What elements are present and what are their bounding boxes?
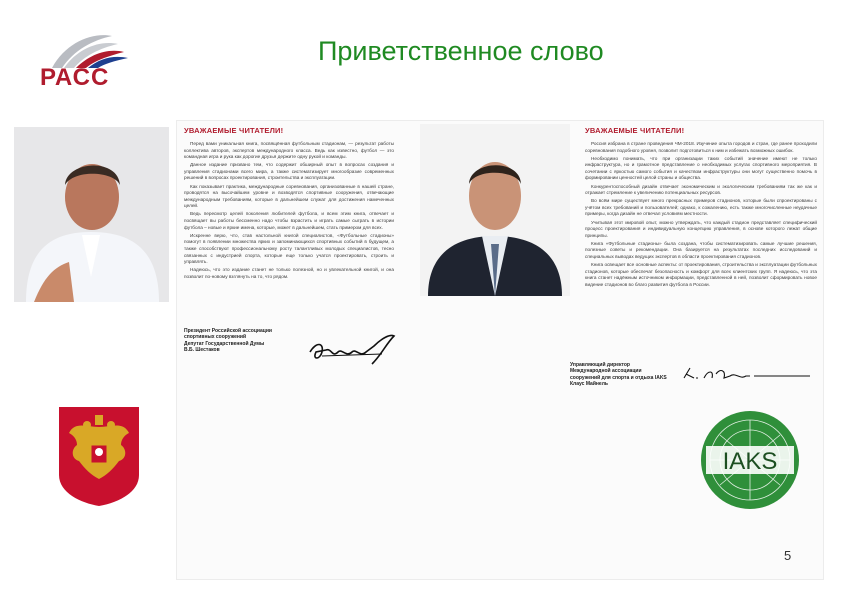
left-sig-line: Депутат Государственной Думы — [184, 340, 265, 347]
right-sig-line: сооружений для спорта и отдыха IAKS — [570, 374, 667, 381]
left-sig-line: В.Б. Шестаков — [184, 347, 220, 354]
iaks-logo-text: IAKS — [722, 448, 778, 475]
right-article — [585, 126, 817, 290]
left-article-heading: УВАЖАЕМЫЕ ЧИТАТЕЛИ! — [184, 126, 284, 135]
left-sig-line: спортивных сооружений — [184, 334, 247, 341]
portrait-right-image — [420, 124, 570, 296]
portrait-photo-right — [420, 124, 570, 296]
left-paragraph: Данное издание призвано тем, что содержит обширный опыт в вопросах создания и управления стадионами всего мира, а также систематизирует многообразие современных решений в вопросах проектирования, строительства и эксплуатации. — [184, 162, 394, 181]
left-paragraph: Искренне верю, что, став настольной книгой специалистов, «Футбольные стадионы» помогут в появлении множества ярких и запоминающихся спортивных событий в будущем, а также способствуют профессиональному росту талантливых молодых специалистов, тесно связанных с индустрией спорта, которые еще только учатся проектировать, строить и управлять. — [184, 232, 394, 265]
right-sig-line: Управляющий директор — [570, 362, 630, 368]
right-paragraph: Необходимо понимать, что при организации таких событий значение имеют не только инфраструктура, но и грамотное представление о необходимых услугах спортивного мероприятия. В сочетании с яркостью самого события и качеством инфраструктуры они могут существенно помочь в формировании ценностей целой страны и общества. — [585, 155, 817, 181]
russian-coat-of-arms-icon — [57, 405, 141, 507]
left-paragraph: Надеюсь, что это издание станет не только полезной, но и увлекательной книгой, и она позволит по-новому взглянуть на то, что рядом. — [184, 267, 394, 279]
left-article — [184, 126, 394, 282]
portrait-photo-left — [14, 127, 169, 302]
handwritten-signature-left-icon — [302, 330, 402, 370]
left-sig-line: Президент Российской ассоциации — [184, 328, 272, 334]
left-paragraph: Как показывает практика, международные соревнования, организованные в нашей стране, проводятся на высочайшем уровне и возводятся спортивные сооружения, отвечающие международным требованиям, которые в дальнейшем служат для достижения намеченных целей. — [184, 183, 394, 209]
left-article-body — [184, 141, 394, 280]
left-paragraph: Перед вами уникальная книга, посвящённая футбольным стадионам, — результат работы коллектива авторов, экспертов международного класса. Ведь как известно, футбол — это командная игра и рука как дорогие друзья держите одну рукой и команды. — [184, 141, 394, 160]
right-paragraph: Книга «Футбольные стадионы» была создана, чтобы систематизировать самые лучшие решения, полезные советы и рекомендации. Она базируется на результатах последних исследований и специальных выводах ведущих экспертов в области проектирования стадионов. — [585, 240, 817, 259]
right-article-heading: УВАЖАЕМЫЕ ЧИТАТЕЛИ! — [585, 126, 685, 135]
slide-title: Приветственное слово — [318, 36, 604, 66]
left-signature-block — [184, 328, 304, 354]
right-sig-line: Международной ассоциации — [570, 368, 642, 375]
right-article-body — [585, 141, 817, 288]
portrait-left-image — [14, 127, 169, 302]
right-paragraph: Учитывая этот мировой опыт, можно утверждать, что каждый стадион представляет специфический процесс проектирования и индивидуальную концепцию управления, в основе которого лежат общие принципы. — [585, 219, 817, 238]
right-sig-line: Клаус Майнель — [570, 381, 608, 388]
right-signature-block — [570, 362, 690, 388]
handwritten-signature-right-icon — [680, 366, 818, 382]
right-paragraph: Книга освещает все основные аспекты: от проектирования, строительства и эксплуатации футбольных стадионов, которые обеспечат безопасность и комфорт для всех клиентских групп. Я надеюсь, что эта книга станет надёжным источником информации, представленной в ней, позволит сформировать новое видение стадионов во благо развития футбола в России. — [585, 262, 817, 287]
left-paragraph: Ведь пересмотр целей поколения любителей футбола, и всем этим книга, отвечает и посвящает вы работы бессменно надо чтобы взрастить и играть самые сыграть в истории футбола – новые и яркие имена, которые, может в дальнейшем, стать примером для всех. — [184, 211, 394, 230]
page-number: 5 — [784, 548, 792, 563]
right-paragraph: Конкурентоспособный дизайн отвечает экономическим и экологическим требованиям так же как и отражает стремление к увеличению потенциальных ресурсов. — [585, 183, 817, 196]
racc-logo-text: РАСС — [40, 64, 110, 91]
right-paragraph: Россия избрана в стране проведения ЧМ-2018. Изучение опыта городов и стран, где ранее проходили соревнования подобного уровня, позволит подготовиться к ним и избежать возможных ошибок. — [585, 141, 817, 153]
right-paragraph: Во всём мире существует много прекрасных примеров стадионов, которые были спроектированы с учётом всех требований и пользователей; однако, к сожалению, есть также многочисленные неудачные примеры, когда дизайн не отвечал условиям местности. — [585, 198, 817, 217]
